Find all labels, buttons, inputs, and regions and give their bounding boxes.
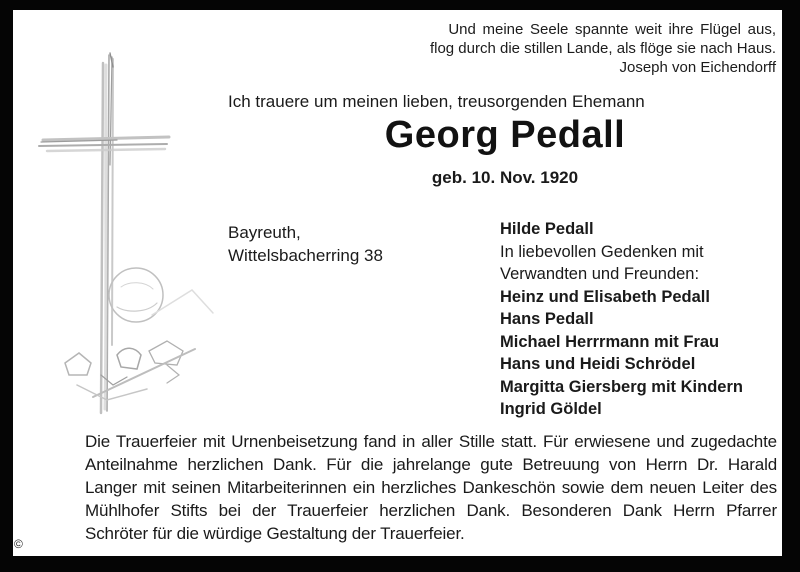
copyright-mark: © xyxy=(14,537,23,551)
mourner-line: Michael Herrrmann mit Frau xyxy=(500,332,720,351)
address-city: Bayreuth, xyxy=(228,223,301,242)
deceased-name: Georg Pedall xyxy=(384,114,626,156)
mourner-line: Ingrid Göldel xyxy=(500,400,602,418)
quote-block xyxy=(430,21,776,78)
mourner-line: Hans und Heidi Schrödel xyxy=(500,355,696,373)
closing-paragraph: Die Trauerfeier mit Urnenbeisetzung fand in aller Stille statt. Für erwiesene und zugedachte Anteilnahme herzlichen Dank. Für die jahrelange gute Betreuung von Herrn Dr. Harald Langer mit seinen Mitarbeiterinnen ein herzliches Dankeschön sowie dem neuen Leiter des Mühlhofer Stifts bei der Trauerfeier herzlichen Dank. Besonderen Dank Herrn Pfarrer Schröter für die würdige Gestaltung der Trauerfeier. xyxy=(85,432,777,543)
mourner-line: Verwandten und Freunden: xyxy=(500,265,700,283)
quote-attribution: Joseph von Eichendorff xyxy=(619,59,776,76)
mourner-line: Margitta Giersberg mit Kindern xyxy=(500,377,743,396)
address-street: Wittelsbacherring 38 xyxy=(228,246,383,265)
intro-line: Ich trauere um meinen lieben, treusorgenden Ehemann xyxy=(228,92,645,111)
quote-line: flog durch die stillen Lande, als flöge sie nach Haus. xyxy=(429,39,776,57)
obituary-notice xyxy=(13,10,782,556)
address-block xyxy=(228,221,383,267)
cross-sketch-icon xyxy=(17,45,227,425)
mourners-list xyxy=(500,218,743,421)
quote-line: Und meine Seele spannte weit ihre Flügel aus, xyxy=(448,21,776,38)
birth-date: geb. 10. Nov. 1920 xyxy=(431,168,579,187)
mourner-line: Hilde Pedall xyxy=(500,220,594,238)
mourner-line: Heinz und Elisabeth Pedall xyxy=(500,287,710,306)
mourner-line: Hans Pedall xyxy=(500,310,594,328)
mourner-line: In liebevollen Gedenken mit xyxy=(500,242,704,261)
